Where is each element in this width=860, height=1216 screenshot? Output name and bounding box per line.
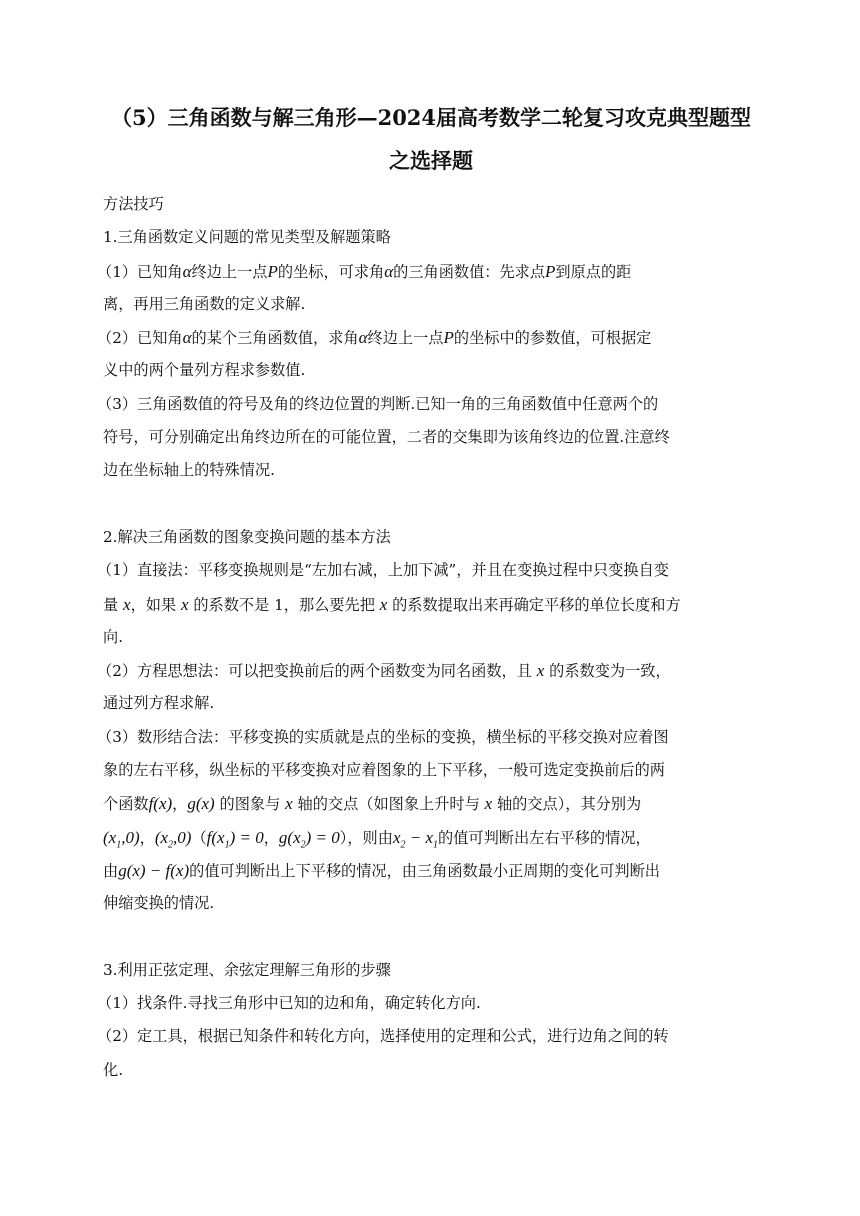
s1-p2-line2: 义中的两个量列方程求参数值. — [103, 361, 306, 380]
s2-p3-line3 — [103, 787, 759, 820]
text: 的坐标，可求角 — [277, 262, 385, 281]
text: 轴的交点），其分别为 — [496, 795, 642, 814]
section-label: 方法技巧 — [103, 195, 164, 213]
math-g-minus-f: g(x) − f(x) — [118, 860, 190, 880]
math-f-x1 — [206, 827, 264, 851]
text: 个函数 — [103, 795, 149, 814]
text: 的图象与 — [219, 795, 281, 814]
text: ,0) — [173, 827, 192, 847]
subscript: 2 — [300, 839, 306, 851]
text: 终边上一点 — [367, 329, 444, 348]
text: 的系数提取出来再确定平移的单位长度和方 — [392, 595, 681, 614]
text: 由 — [103, 861, 119, 880]
math-alpha: α — [358, 328, 368, 348]
text: （2）方程思想法：可以把变换前后的两个函数变为同名函数，且 — [97, 662, 532, 681]
s2-p1-line3: 向. — [103, 627, 124, 646]
text: （ — [191, 828, 207, 847]
math-fx: f(x) — [148, 794, 173, 814]
text: 的值可判断出上下平移的情况，由三角函数最小正周期的变化可判断出 — [189, 861, 660, 880]
title-line-1: （5）三角函数与解三角形—2024届高考数学二轮复习攻克典型题型 — [110, 105, 752, 130]
s2-p2-line2: 通过列方程求解. — [103, 694, 215, 713]
math-x: x — [536, 661, 545, 681]
text: （1）已知角 — [97, 262, 183, 281]
math-gx: g(x) — [187, 794, 215, 814]
text: ），则由 — [339, 828, 393, 847]
text: 量 — [103, 595, 119, 614]
math-P: P — [443, 328, 454, 348]
title-line-2: 之选择题 — [389, 148, 473, 173]
text: ，如果 — [130, 595, 177, 614]
text: ,0) — [121, 827, 140, 847]
math-x: x — [379, 594, 388, 614]
math-point-2 — [154, 827, 192, 851]
text: 轴的交点（如图象上升时与 — [297, 795, 480, 814]
text: 的某个三角函数值，求角 — [191, 329, 359, 348]
s2-p2-line1 — [97, 654, 759, 687]
text: 的坐标中的参数值，可根据定 — [453, 329, 652, 348]
s2-p3-line4 — [103, 821, 759, 854]
s2-p3-line1: （3）数形结合法：平移变换的实质就是点的坐标的变换，横坐标的平移交换对应着图 — [97, 727, 669, 746]
text: 的系数变为一致， — [549, 662, 671, 681]
text: ， — [139, 828, 155, 847]
math-point-1 — [103, 827, 140, 851]
math-x: x — [123, 594, 131, 614]
math-P: P — [267, 261, 278, 281]
text: （2）已知角 — [97, 329, 183, 348]
paragraph-spacer — [103, 921, 759, 954]
math-alpha: α — [182, 328, 192, 348]
text: ) = 0 — [305, 827, 340, 847]
text: − x — [405, 827, 434, 847]
math-x2-minus-x1 — [392, 827, 439, 851]
text: ， — [263, 828, 279, 847]
s2-p3-line5 — [103, 854, 759, 887]
s1-p3-line3: 边在坐标轴上的特殊情况. — [103, 461, 275, 480]
text: (x — [154, 827, 169, 847]
s1-p3-line1: （3）三角函数值的符号及角的终边位置的判断.已知一角的三角函数值中任意两个的 — [97, 394, 659, 413]
document-title — [103, 96, 759, 182]
text: 终边上一点 — [191, 262, 268, 281]
s1-p2-line1 — [97, 321, 759, 354]
math-x: x — [285, 794, 293, 814]
math-x: x — [484, 794, 493, 814]
text: 的三角函数值：先求点 — [393, 262, 545, 281]
section-1-heading: 1.三角函数定义问题的常见类型及解题策略 — [103, 228, 391, 247]
math-g-x2 — [278, 827, 340, 851]
s3-p2-line1: （2）定工具，根据已知条件和转化方向，选择使用的定理和公式，进行边角之间的转 — [97, 1027, 669, 1046]
section-3-heading: 3.利用正弦定理、余弦定理解三角形的步骤 — [103, 960, 391, 979]
s2-p1-line2 — [103, 588, 759, 621]
text: g(x — [278, 827, 301, 847]
s2-p3-line2: 象的左右平移，纵坐标的平移变换对应着图象的上下平移，一般可选定变换前后的两 — [103, 761, 665, 780]
subscript: 1 — [116, 839, 122, 851]
subscript: 1 — [224, 839, 230, 851]
section-2-heading: 2.解决三角函数的图象变换问题的基本方法 — [103, 527, 391, 546]
s2-p1-line1: （1）直接法：平移变换规则是“左加右减，上加下减”，并且在变换过程中只变换自变 — [97, 561, 669, 580]
text: ， — [172, 795, 188, 814]
s2-p3-line6: 伸缩变换的情况. — [103, 894, 215, 913]
s1-p3-line2: 符号，可分别确定出角终边所在的可能位置，二者的交集即为该角终边的位置.注意终 — [103, 428, 670, 447]
math-P: P — [545, 261, 556, 281]
paragraph-spacer — [103, 488, 759, 521]
document-body — [97, 188, 759, 1087]
subscript: 1 — [433, 839, 439, 851]
document-page — [97, 96, 759, 1087]
s1-p1-line1 — [97, 255, 759, 288]
math-x: x — [180, 594, 189, 614]
text: 到原点的距 — [555, 262, 632, 281]
text: (x — [103, 827, 117, 847]
s3-p2-line2: 化. — [103, 1060, 124, 1079]
subscript: 2 — [400, 839, 406, 851]
math-alpha: α — [384, 261, 394, 281]
math-alpha: α — [182, 261, 192, 281]
text: ) = 0 — [229, 827, 264, 847]
subscript: 2 — [168, 839, 174, 851]
s1-p1-line2: 离，再用三角函数的定义求解. — [103, 294, 306, 313]
text: 的系数不是 1，那么要先把 — [193, 595, 375, 614]
text: f(x — [206, 827, 225, 847]
text: 的值可判断出左右平移的情况， — [438, 828, 651, 847]
s3-p1-line1: （1）找条件.寻找三角形中已知的边和角，确定转化方向. — [97, 994, 481, 1013]
text: x — [392, 827, 401, 847]
